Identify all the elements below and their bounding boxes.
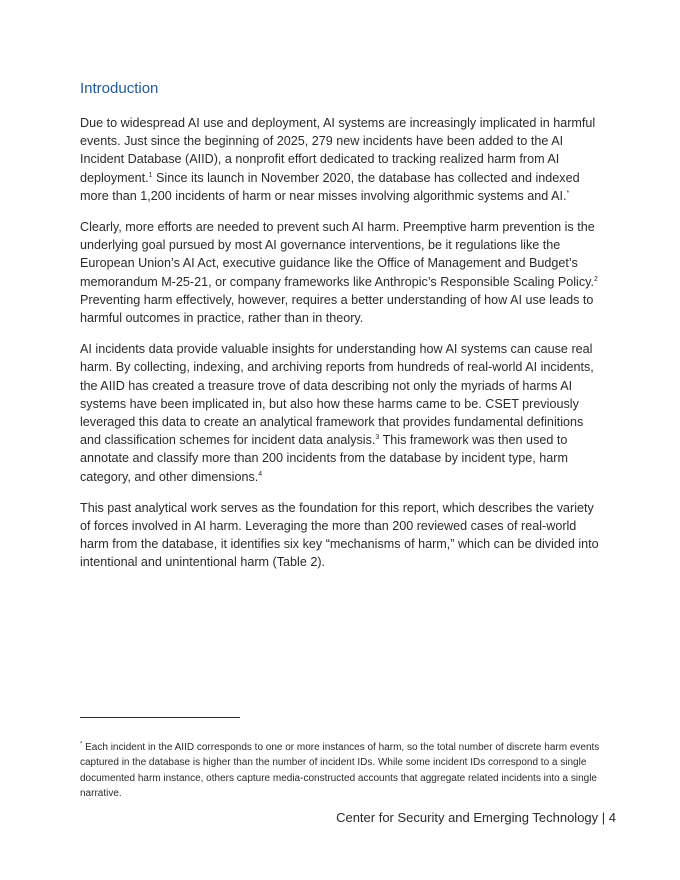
footnote-mark: * (80, 741, 83, 748)
paragraph-2-text-a: Clearly, more efforts are needed to prevent such AI harm. Preemptive harm prevention is the underlying goal pursued by most AI governance interventions, be it regulations like the European Union’s AI Act, executive guidance like the Office of Management and Budget’s memorandum M-25-21, or company frameworks like Anthropic’s Responsible Scaling Policy. (80, 220, 595, 289)
paragraph-2 (80, 218, 602, 327)
paragraph-3-text-a: AI incidents data provide valuable insights for understanding how AI systems can cause real harm. By collecting, indexing, and archiving reports from hundreds of real-world AI incidents, the AIID has created a treasure trove of data describing not only the myriads of harms AI systems have been implicated in, but also how these harms came to be. CSET previously leveraged this data to create an analytical framework that provides fundamental definitions and classification schemes for incident data analysis. (80, 342, 594, 448)
footnote-text: Each incident in the AIID corresponds to one or more instances of harm, so the total number of discrete harm events captured in the database is higher than the number of incident IDs. While some incident IDs correspond to a single documented harm instance, others capture media-constructed accounts that aggregate related incidents into a single narrative. (80, 742, 600, 800)
footnote (80, 740, 602, 802)
section-heading: Introduction (80, 80, 159, 97)
page-number: 4 (608, 810, 616, 825)
paragraph-1-text-b: Since its launch in November 2020, the database has collected and indexed more than 1,200 incidents of harm or near misses involving algorithmic systems and AI. (80, 170, 580, 203)
footnote-ref-3[interactable]: 3 (375, 434, 380, 442)
paragraph-4-text: This past analytical work serves as the foundation for this report, which describes the variety of forces involved in AI harm. Leveraging the more than 200 reviewed cases of real-world harm from the database, it identifies six key “mechanisms of harm,” which can be divided into intentional and unintentional harm (Table 2). (80, 500, 599, 570)
footnote-divider (80, 717, 240, 718)
footnote-ref-2[interactable]: 2 (594, 275, 598, 283)
paragraph-1-text-a: Due to widespread AI use and deployment, AI systems are increasingly implicated in harmful events. Just since the beginning of 2025, 279 new incidents have been added to the AI Incident Database (AIID), a nonprofit effort dedicated to tracking realized harm from AI deployment. (80, 116, 596, 185)
document-body (80, 78, 602, 585)
page-footer (336, 809, 616, 827)
footnote-ref-1[interactable]: 1 (148, 171, 153, 179)
paragraph-4 (80, 499, 602, 572)
paragraph-1 (80, 114, 602, 205)
footer-separator: | (598, 810, 609, 825)
footer-organization: Center for Security and Emerging Technology (336, 810, 599, 825)
footnote-ref-asterisk[interactable]: * (566, 189, 570, 197)
footnote-ref-4[interactable]: 4 (258, 470, 263, 478)
paragraph-2-text-b: Preventing harm effectively, however, requires a better understanding of how AI use leads to harmful outcomes in practice, rather than in theory. (80, 292, 594, 326)
paragraph-3-text-b: This framework was then used to annotate and classify more than 200 incidents from the database by incident type, harm category, and other dimensions. (80, 433, 568, 484)
paragraph-3 (80, 340, 602, 486)
